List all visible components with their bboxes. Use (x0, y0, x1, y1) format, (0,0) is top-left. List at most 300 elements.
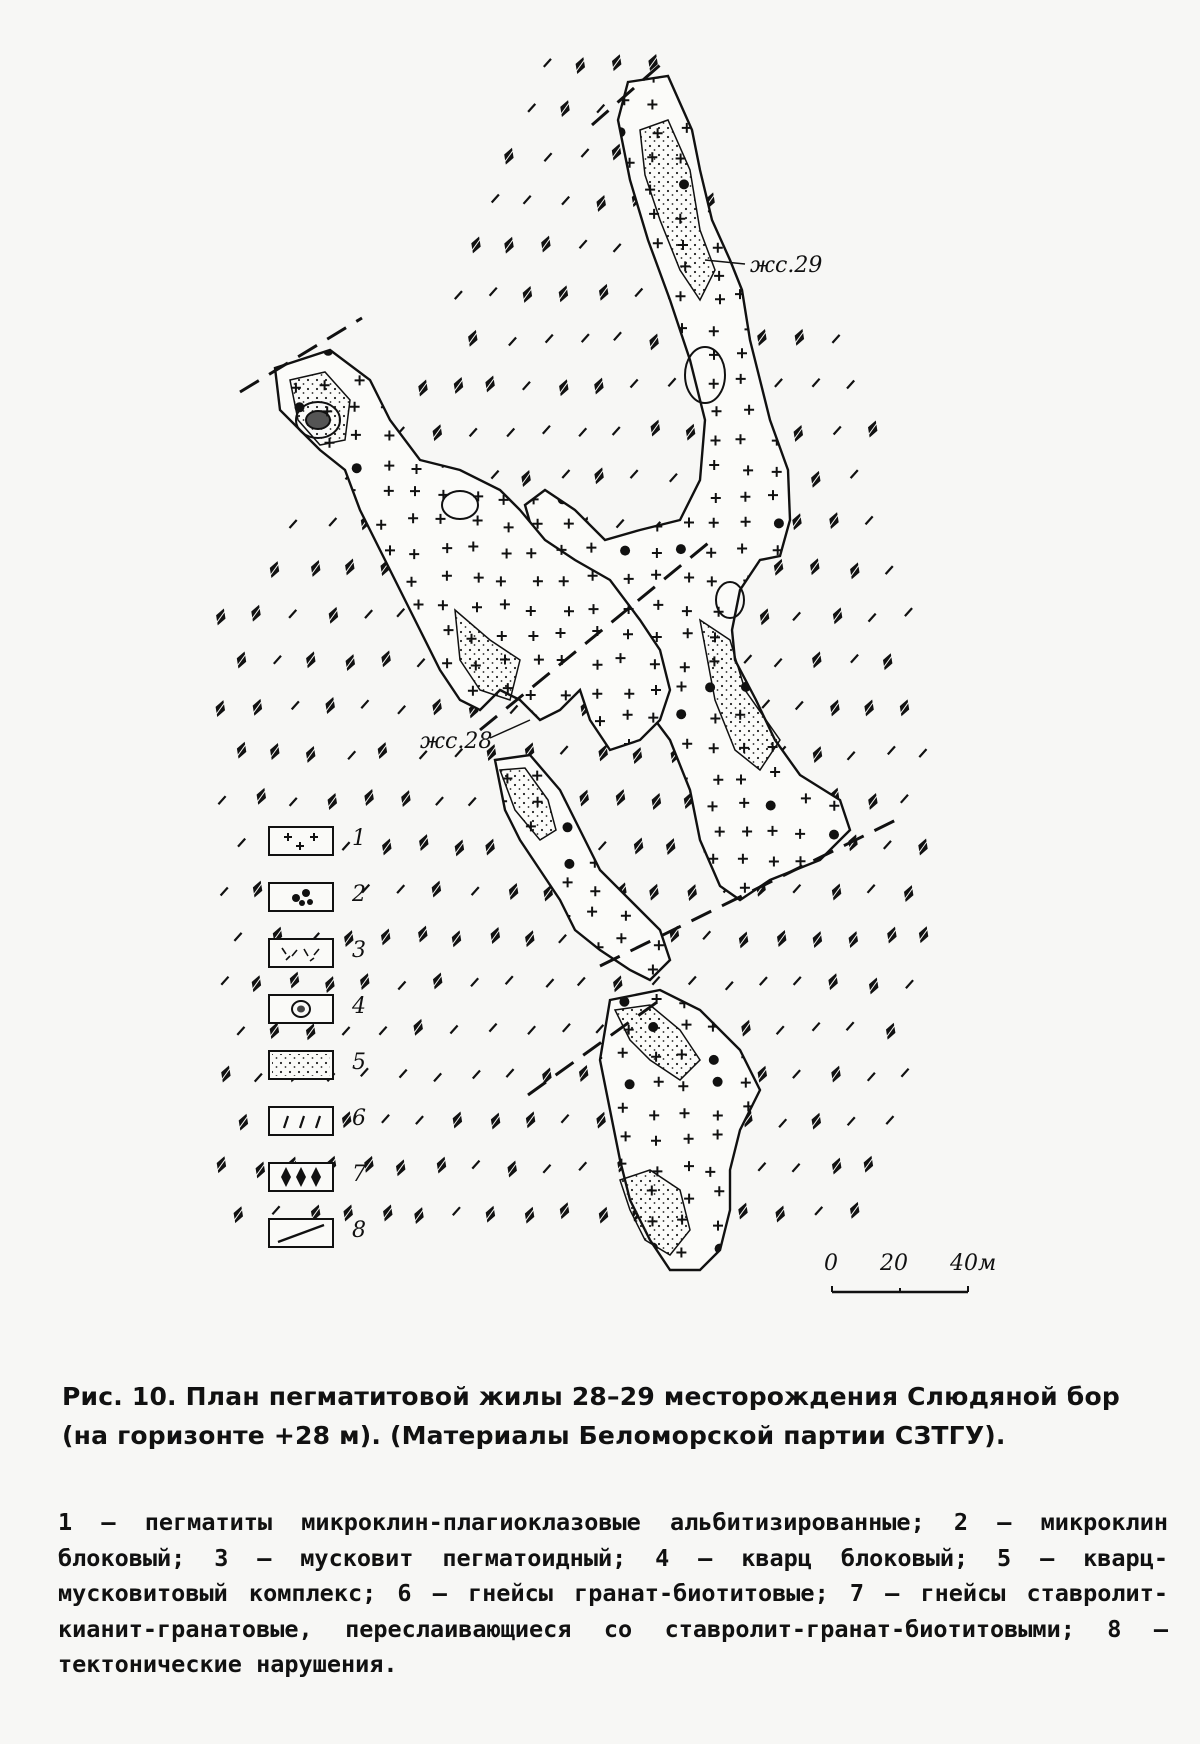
staurolite-gneiss-symbol (809, 1111, 825, 1131)
biotite-gneiss-symbol (221, 886, 228, 897)
pegmatite-symbol (589, 992, 599, 1002)
staurolite-gneiss-symbol (771, 557, 787, 577)
pegmatite-symbol (443, 185, 453, 195)
biotite-gneiss-symbol (866, 515, 873, 526)
pegmatite-symbol (442, 318, 452, 328)
microcline-block-symbol (679, 179, 689, 189)
pegmatite-symbol (346, 183, 356, 193)
pegmatite-symbol (261, 466, 271, 476)
pegmatite-symbol (294, 686, 304, 696)
staurolite-gneiss-symbol (287, 970, 303, 990)
biotite-gneiss-symbol (597, 103, 604, 114)
biotite-gneiss-symbol (472, 1159, 479, 1170)
biotite-gneiss-symbol (578, 976, 585, 987)
staurolite-gneiss-symbol (593, 1110, 609, 1130)
staurolite-gneiss-symbol (791, 423, 807, 443)
pegmatite-symbol (619, 822, 629, 832)
microcline-block-symbol (740, 1158, 750, 1168)
pegmatite-symbol (829, 911, 839, 921)
pegmatite-symbol (352, 75, 362, 85)
pegmatite-symbol (263, 630, 273, 640)
biotite-gneiss-symbol (543, 424, 550, 435)
staurolite-gneiss-symbol (450, 1110, 466, 1130)
microcline-block-symbol (742, 241, 752, 251)
pegmatite-symbol (501, 348, 511, 358)
staurolite-gneiss-symbol (430, 971, 446, 991)
pegmatite-symbol (347, 604, 357, 614)
pegmatite-symbol (827, 999, 837, 1009)
biotite-gneiss-symbol (361, 699, 368, 710)
pegmatite-symbol (742, 1187, 752, 1197)
pegmatite-symbol (409, 906, 419, 916)
pegmatite-symbol (832, 383, 842, 393)
biotite-gneiss-symbol (796, 700, 803, 711)
microcline-block-symbol (615, 208, 625, 218)
pegmatite-symbol (467, 1242, 477, 1252)
pegmatite-symbol (557, 209, 567, 219)
pegmatite-symbol (796, 213, 806, 223)
pegmatite-symbol (321, 182, 331, 192)
staurolite-gneiss-symbol (735, 1201, 751, 1221)
legend-item-3 (268, 938, 388, 972)
pegmatite-symbol (804, 131, 814, 141)
pegmatite-symbol (293, 68, 303, 78)
pegmatite-symbol (500, 1185, 510, 1195)
pegmatite-symbol (743, 656, 753, 666)
microcline-block-symbol (590, 263, 600, 273)
pegmatite-symbol (383, 1273, 393, 1283)
staurolite-gneiss-symbol (522, 929, 538, 949)
staurolite-gneiss-symbol (649, 791, 665, 811)
staurolite-gneiss-symbol (901, 883, 917, 903)
pegmatite-symbol (319, 656, 329, 666)
pegmatite-symbol (350, 325, 360, 335)
pegmatite-symbol (564, 771, 574, 781)
biotite-gneiss-symbol (906, 979, 913, 990)
legend-number: 3 (352, 938, 366, 963)
pegmatite-symbol (623, 68, 633, 78)
pegmatite-symbol (379, 183, 389, 193)
pegmatite-symbol (410, 738, 420, 748)
staurolite-gneiss-symbol (429, 697, 445, 717)
pegmatite-symbol (798, 404, 808, 414)
pegmatite-symbol (376, 715, 386, 725)
pegmatite-symbol (591, 516, 601, 526)
microcline-block-symbol (533, 267, 543, 277)
pegmatite-symbol (264, 379, 274, 389)
staurolite-gneiss-symbol (630, 745, 646, 765)
pegmatite-symbol (441, 153, 451, 163)
pegmatite-symbol (287, 349, 297, 359)
pegmatite-symbol (530, 321, 540, 331)
pegmatite-symbol (377, 800, 387, 810)
pegmatite-symbol (496, 156, 506, 166)
pegmatite-symbol (616, 1269, 626, 1279)
pegmatite-symbol (441, 351, 451, 361)
figure-caption: Рис. 10. План пегматитовой жилы 28–29 месторождения Слюдяной бор (на горизонте +28 м). (Материалы Беломорской партии СЗТГУ). (62, 1382, 1120, 1450)
pegmatite-symbol (407, 351, 417, 361)
pegmatite-symbol (259, 352, 269, 362)
scale-tick-20: 20 (880, 1251, 908, 1276)
biotite-gneiss-symbol (397, 607, 404, 618)
pegmatite-symbol (684, 94, 694, 104)
staurolite-gneiss-symbol (488, 925, 504, 945)
biotite-gneiss-symbol (473, 1069, 480, 1080)
pegmatite-symbol (742, 606, 752, 616)
biotite-gneiss-symbol (579, 1161, 586, 1172)
pegmatite-symbol (595, 242, 605, 252)
staurolite-gneiss-symbol (250, 697, 266, 717)
pegmatite-symbol (677, 912, 687, 922)
biotite-gneiss-symbol (614, 331, 621, 342)
biotite-gneiss-symbol (290, 519, 297, 530)
pegmatite-symbol (647, 828, 657, 838)
pegmatite-symbol (768, 967, 778, 977)
pegmatite-symbol (288, 154, 298, 164)
pegmatite-symbol (801, 347, 811, 357)
pegmatite-symbol (497, 1102, 507, 1112)
microcline-block-symbol (797, 239, 807, 249)
pegmatite-symbol (501, 739, 511, 749)
microcline-block-symbol (676, 709, 686, 719)
pegmatite-symbol (769, 1046, 779, 1056)
pegmatite-symbol (471, 766, 481, 776)
staurolite-gneiss-symbol (757, 607, 773, 627)
legend-item-6 (268, 1106, 388, 1140)
pegmatite-symbol (561, 718, 571, 728)
pegmatite-symbol (798, 657, 808, 667)
microcline-block-symbol (589, 489, 599, 499)
staurolite-gneiss-symbol (452, 838, 468, 858)
pegmatite-symbol (529, 1045, 539, 1055)
pegmatite-symbol (616, 858, 626, 868)
pegmatite-symbol (798, 745, 808, 755)
staurolite-gneiss-symbol (684, 882, 700, 902)
pegmatite-symbol (442, 1109, 452, 1119)
biotite-gneiss-symbol (523, 380, 530, 391)
pegmatite-symbol (471, 1217, 481, 1227)
pegmatite-symbol (294, 712, 304, 722)
staurolite-gneiss-symbol (916, 925, 932, 945)
staurolite-gneiss-symbol (411, 1205, 427, 1225)
biotite-gneiss-symbol (417, 657, 424, 668)
pegmatite-symbol (710, 939, 720, 949)
staurolite-gneiss-symbol (736, 930, 752, 950)
staurolite-gneiss-symbol (847, 561, 863, 581)
pegmatite-symbol (585, 1277, 595, 1287)
microcline-block-symbol (625, 1079, 635, 1089)
pegmatite-symbol (527, 910, 537, 920)
pegmatite-symbol (503, 994, 513, 1004)
pegmatite-symbol (500, 1216, 510, 1226)
pegmatite-symbol (320, 320, 330, 330)
pegmatite-symbol (346, 687, 356, 697)
staurolite-gneiss-symbol (861, 1154, 877, 1174)
pegmatite-symbol (804, 434, 814, 444)
pegmatite-symbol (527, 66, 537, 76)
pegmatite-symbol (351, 210, 361, 220)
staurolite-gneiss-symbol (825, 972, 841, 992)
staurolite-gneiss-symbol (539, 1066, 555, 1086)
pegmatite-symbol (294, 93, 304, 103)
pegmatite-symbol (774, 1158, 784, 1168)
biotite-gneiss-symbol (543, 1163, 550, 1174)
pegmatite-symbol (409, 1242, 419, 1252)
pegmatite-symbol (560, 185, 570, 195)
pegmatite-symbol (590, 182, 600, 192)
microcline-block-symbol (441, 1192, 451, 1202)
pegmatite-symbol (834, 1216, 844, 1226)
biotite-gneiss-symbol (237, 1026, 244, 1037)
biotite-gneiss-symbol (762, 699, 769, 710)
pegmatite-symbol (407, 965, 417, 975)
pegmatite-symbol (617, 262, 627, 272)
pegmatite-symbol (827, 126, 837, 136)
biotite-gneiss-symbol (561, 1113, 568, 1124)
pegmatite-symbol (382, 206, 392, 216)
microcline-block-symbol (834, 492, 844, 502)
pegmatite-symbol (472, 209, 482, 219)
biotite-gneiss-symbol (546, 333, 553, 344)
staurolite-gneiss-symbol (789, 512, 805, 532)
biotite-gneiss-symbol (289, 609, 296, 620)
pegmatite-symbol (408, 1190, 418, 1200)
pegmatite-symbol (677, 962, 687, 972)
staurolite-gneiss-symbol (810, 929, 826, 949)
staurolite-gneiss-symbol (303, 744, 319, 764)
biotite-gneiss-symbol (901, 1067, 908, 1078)
staurolite-gneiss-symbol (501, 235, 517, 255)
legend-item-4 (268, 994, 388, 1028)
biotite-gneiss-symbol (775, 657, 782, 668)
microcline-block-symbol (348, 101, 358, 111)
biotite-gneiss-symbol (775, 378, 782, 389)
microcline-block-symbol (649, 461, 659, 471)
microcline-block-symbol (766, 801, 776, 811)
staurolite-gneiss-symbol (267, 741, 283, 761)
pegmatite-symbol (651, 1277, 661, 1287)
pegmatite-symbol (466, 999, 476, 1009)
pegmatite-symbol (316, 773, 326, 783)
biotite-gneiss-symbol (470, 427, 477, 438)
pegmatite-symbol (412, 941, 422, 951)
pegmatite-symbol (501, 1025, 511, 1035)
pegmatite-symbol (559, 153, 569, 163)
pegmatite-symbol (531, 409, 541, 419)
pegmatite-symbol (263, 765, 273, 775)
legend-number: 6 (352, 1106, 366, 1131)
pegmatite-symbol (350, 766, 360, 776)
pegmatite-symbol (804, 98, 814, 108)
pegmatite-symbol (259, 267, 269, 277)
pegmatite-symbol (798, 377, 808, 387)
pegmatite-symbol (803, 517, 813, 527)
microcline-block-symbol (295, 402, 305, 412)
pegmatite-symbol (383, 291, 393, 301)
pegmatite-symbol (470, 407, 480, 417)
legend-swatch-diamonds (268, 1162, 334, 1192)
pegmatite-symbol (291, 635, 301, 645)
pegmatite-symbol (382, 627, 392, 637)
microcline-block-symbol (766, 349, 776, 359)
pegmatite-symbol (411, 150, 421, 160)
microcline-block-symbol (499, 710, 509, 720)
pegmatite-symbol (825, 69, 835, 79)
pegmatite-symbol (559, 1242, 569, 1252)
microcline-block-symbol (535, 880, 545, 890)
staurolite-gneiss-symbol (231, 1205, 247, 1225)
pegmatite-symbol (799, 1135, 809, 1145)
pegmatite-symbol (767, 1078, 777, 1088)
microcline-block-symbol (646, 855, 656, 865)
staurolite-gneiss-symbol (827, 698, 843, 718)
pegmatite-symbol (797, 152, 807, 162)
pegmatite-symbol (563, 409, 573, 419)
biotite-gneiss-symbol (886, 1115, 893, 1126)
pegmatite-symbol (798, 607, 808, 617)
staurolite-gneiss-symbol (846, 929, 862, 949)
microcline-block-symbol (262, 240, 272, 250)
pegmatite-symbol (834, 712, 844, 722)
pegmatite-symbol (440, 1248, 450, 1258)
pegmatite-symbol (443, 911, 453, 921)
pegmatite-symbol (805, 1049, 815, 1059)
staurolite-gneiss-symbol (808, 469, 824, 489)
pegmatite-symbol (406, 294, 416, 304)
pegmatite-symbol (799, 910, 809, 920)
biotite-gneiss-symbol (869, 612, 876, 623)
staurolite-gneiss-symbol (326, 605, 342, 625)
biotite-gneiss-symbol (726, 980, 733, 991)
legend-item-5 (268, 1050, 388, 1084)
pegmatite-symbol (351, 262, 361, 272)
pegmatite-symbol (501, 373, 511, 383)
microcline-block-symbol (441, 1137, 451, 1147)
biotite-gneiss-symbol (398, 704, 405, 715)
pegmatite-symbol (258, 488, 268, 498)
pegmatite-symbol (502, 934, 512, 944)
biotite-gneiss-symbol (507, 427, 514, 438)
pegmatite-symbol (766, 1026, 776, 1036)
staurolite-gneiss-symbol (683, 422, 699, 442)
pegmatite-symbol (833, 684, 843, 694)
biotite-gneiss-symbol (292, 700, 299, 711)
biotite-gneiss-symbol (868, 1071, 875, 1082)
pegmatite-symbol (588, 403, 598, 413)
pegmatite-symbol (258, 71, 268, 81)
microcline-block-symbol (799, 1163, 809, 1173)
staurolite-gneiss-symbol (883, 1021, 899, 1041)
pegmatite-symbol (504, 322, 514, 332)
staurolite-gneiss-symbol (596, 1205, 612, 1225)
pegmatite-symbol (676, 852, 686, 862)
pegmatite-symbol (258, 993, 268, 1003)
pegmatite-symbol (625, 1245, 635, 1255)
legend-item-1 (268, 826, 388, 860)
pegmatite-symbol (317, 542, 327, 552)
pegmatite-symbol (774, 907, 784, 917)
pegmatite-symbol (440, 1023, 450, 1033)
staurolite-gneiss-symbol (375, 740, 391, 760)
pegmatite-symbol (385, 325, 395, 335)
pegmatite-symbol (561, 74, 571, 84)
pegmatite-symbol (324, 1275, 334, 1285)
pegmatite-symbol (737, 1245, 747, 1255)
pegmatite-symbol (444, 102, 454, 112)
pegmatite-symbol (775, 403, 785, 413)
pegmatite-symbol (502, 97, 512, 107)
staurolite-gneiss-symbol (522, 1205, 538, 1225)
pegmatite-symbol (804, 71, 814, 81)
pegmatite-symbol (414, 772, 424, 782)
pegmatite-symbol (827, 1017, 837, 1027)
pegmatite-symbol (441, 65, 451, 75)
legend-swatch-quartz (268, 994, 334, 1024)
pegmatite-symbol (380, 382, 390, 392)
staurolite-gneiss-symbol (468, 235, 484, 255)
pegmatite-symbol (503, 1054, 513, 1064)
staurolite-gneiss-symbol (772, 1204, 788, 1224)
pegmatite-symbol (828, 576, 838, 586)
microcline-block-symbol (291, 661, 301, 671)
biotite-gneiss-symbol (365, 609, 372, 620)
pegmatite-symbol (767, 1246, 777, 1256)
pegmatite-symbol (708, 125, 718, 135)
pegmatite-symbol (681, 822, 691, 832)
pegmatite-symbol (654, 411, 664, 421)
pegmatite-symbol (529, 1077, 539, 1087)
pegmatite-symbol (258, 663, 268, 673)
microcline-block-symbol (742, 101, 752, 111)
pegmatite-symbol (288, 185, 298, 195)
pegmatite-symbol (261, 521, 271, 531)
biotite-gneiss-symbol (528, 103, 535, 114)
staurolite-gneiss-symbol (880, 652, 896, 672)
biotite-gneiss-symbol (868, 883, 875, 894)
pegmatite-symbol (799, 1250, 809, 1260)
biotite-gneiss-symbol (398, 980, 405, 991)
pegmatite-symbol (472, 914, 482, 924)
pegmatite-symbol (535, 214, 545, 224)
pegmatite-symbol (587, 351, 597, 361)
pegmatite-symbol (655, 321, 665, 331)
staurolite-gneiss-symbol (596, 282, 612, 302)
staurolite-gneiss-symbol (591, 466, 607, 486)
pegmatite-symbol (768, 322, 778, 332)
pegmatite-symbol (560, 438, 570, 448)
biotite-gneiss-symbol (455, 290, 462, 301)
microcline-block-symbol (804, 1275, 814, 1285)
biotite-gneiss-symbol (492, 193, 499, 204)
pegmatite-symbol (801, 683, 811, 693)
biotite-gneiss-symbol (888, 745, 895, 756)
staurolite-gneiss-symbol (865, 791, 881, 811)
pegmatite-symbol (737, 964, 747, 974)
legend-description: 1 – пегматиты микроклин-плагиоклазовые альбитизированные; 2 – микроклин блоковый; 3 – мусковит пегматоидный; 4 – кварц блоковый; 5 – кварц-мусковитовый комплекс; 6 – гнейсы гранат-биотитовые; 7 – гнейсы ставролит-кианит-гранатовые, переслаивающиеся со ставролит-гранат-биотитовыми; 8 – тектонические нарушения. (58, 1508, 1168, 1678)
pegmatite-symbol (768, 238, 778, 248)
biotite-gneiss-symbol (582, 333, 589, 344)
biotite-gneiss-symbol (524, 194, 531, 205)
biotite-gneiss-symbol (848, 750, 855, 761)
microcline-block-symbol (354, 294, 364, 304)
pegmatite-symbol (439, 995, 449, 1005)
pegmatite-symbol (379, 348, 389, 358)
staurolite-gneiss-symbol (482, 837, 498, 857)
pegmatite-symbol (652, 380, 662, 390)
pegmatite-symbol (440, 1045, 450, 1055)
pegmatite-symbol (740, 187, 750, 197)
biotite-gneiss-symbol (506, 975, 513, 986)
